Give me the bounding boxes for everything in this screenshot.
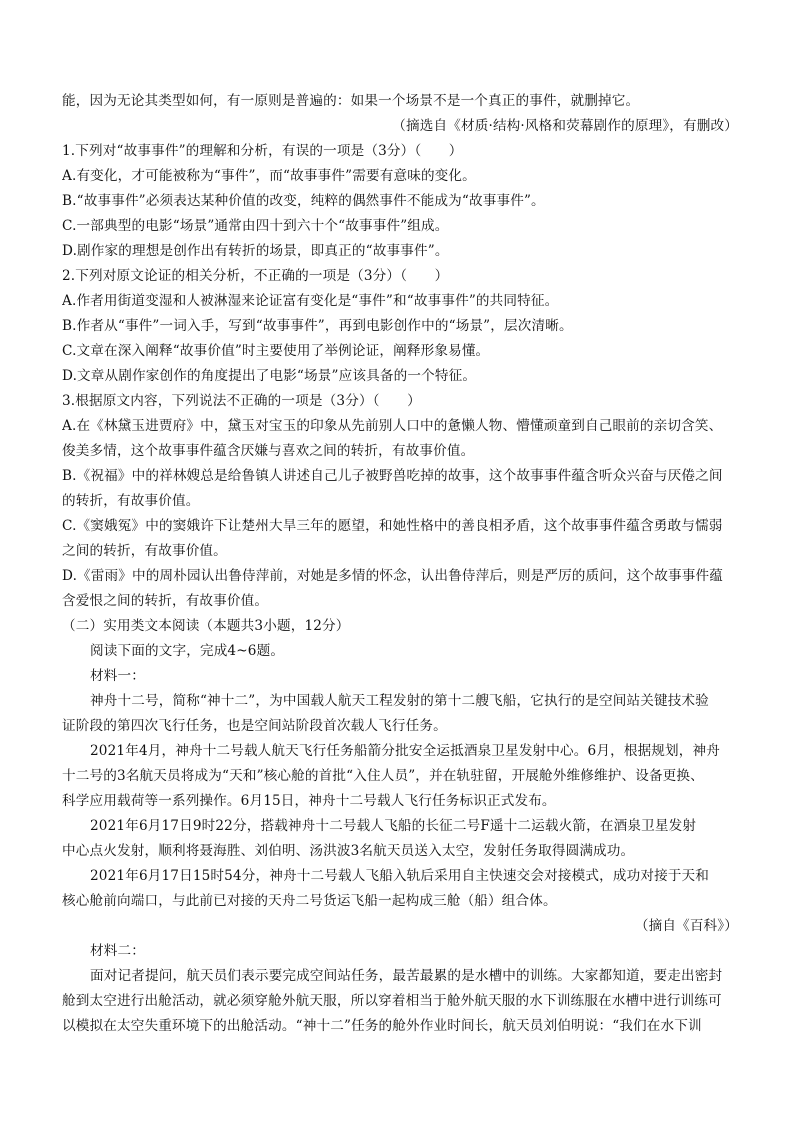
reading-instruction: 阅读下面的文字，完成4~6题。 (90, 643, 285, 659)
material-1-paragraph-1-cont: 证阶段的第四次飞行任务，也是空间站阶段首次载人飞行任务。 (62, 718, 447, 734)
question-3-option-a-cont: 俊美多情，这个故事事件蕴含厌嫌与喜欢之间的转折，有故事价值。 (62, 443, 475, 459)
question-3-stem: 3.根据原文内容，下列说法不正确的一项是（3分）（ ） (62, 393, 421, 409)
material-1-paragraph-3-cont: 中心点火发射，顺利将聂海胜、刘伯明、汤洪波3名航天员送入太空，发射任务取得圆满成功。 (62, 843, 635, 859)
section-heading: （二）实用类文本阅读（本题共3小题，12分） (62, 618, 350, 634)
question-2-option-b: B.作者从“事件”一词入手，写到“故事事件”，再到电影创作中的“场景”，层次清晰。 (62, 318, 573, 334)
material-1-paragraph-4: 2021年6月17日15时54分，神舟十二号载人飞船入轨后采用自主快速交会对接模式，成功对接于天和 (90, 868, 710, 884)
question-3-option-b-cont: 的转折，有故事价值。 (62, 493, 200, 509)
question-1-option-a: A.有变化，才可能被称为“事件”，而“故事事件”需要有意味的变化。 (62, 168, 476, 184)
question-2-option-c: C.文章在深入阐释“故事价值”时主要使用了举例论证，阐释形象易懂。 (62, 343, 490, 359)
question-1-option-c: C.一部典型的电影“场景”通常由四十到六十个“故事事件”组成。 (62, 218, 449, 234)
question-2-option-d: D.文章从剧作家创作的角度提出了电影“场景”应该具备的一个特征。 (62, 368, 477, 384)
material-1-heading: 材料一： (90, 668, 145, 684)
material-1-paragraph-4-cont: 核心舱前向端口，与此前已对接的天舟二号货运飞船一起构成三舱（船）组合体。 (62, 893, 557, 909)
question-1-option-d: D.剧作家的理想是创作出有转折的场景，即真正的“故事事件”。 (62, 243, 449, 259)
question-3-option-c: C.《窦娥冤》中的窦娥许下让楚州大旱三年的愿望，和她性格中的善良相矛盾，这个故事事件蕴含勇敢与懦弱 (62, 518, 723, 534)
material-1-paragraph-2-cont: 科学应用载荷等一系列操作。6月15日，神舟十二号载人飞行任务标识正式发布。 (62, 793, 556, 809)
question-2-option-a: A.作者用街道变湿和人被淋湿来论证富有变化是“事件”和“故事事件”的共同特征。 (62, 293, 559, 309)
material-1-paragraph-2: 2021年4月，神舟十二号载人航天飞行任务船箭分批安全运抵酒泉卫星发射中心。6月，根据规划，神舟 (90, 743, 721, 759)
material-1-paragraph-2-cont: 十二号的3名航天员将成为“天和”核心舱的首批“入住人员”，并在轨驻留，开展舱外维修维护、设备更换、 (62, 768, 704, 784)
question-3-option-a: A.在《林黛玉进贾府》中，黛玉对宝玉的印象从先前别人口中的惫懒人物、懵懂顽童到自己眼前的亲切含笑、 (62, 418, 723, 434)
question-3-option-d: D.《雷雨》中的周朴园认出鲁侍萍前，对她是多情的怀念，认出鲁侍萍后，则是严厉的质问，这个故事事件蕴 (62, 568, 723, 584)
source-citation: （摘选自《材质·结构·风格和荧幕剧作的原理》，有删改） (392, 118, 738, 134)
question-1-stem: 1.下列对“故事事件”的理解和分析，有误的一项是（3分）（ ） (62, 143, 463, 159)
question-2-stem: 2.下列对原文论证的相关分析，不正确的一项是（3分）（ ） (62, 268, 449, 284)
material-2-heading: 材料二： (90, 943, 145, 959)
question-3-option-b: B.《祝福》中的祥林嫂总是给鲁镇人讲述自己儿子被野兽吃掉的故事，这个故事事件蕴含听众兴奋与厌倦之间 (62, 468, 723, 484)
material-1-source: （摘自《百科》） (634, 918, 738, 934)
material-1-paragraph-1: 神舟十二号，简称“神十二”，为中国载人航天工程发射的第十二艘飞船，它执行的是空间站关键技术验 (90, 693, 709, 709)
question-3-option-d-cont: 含爱恨之间的转折，有故事价值。 (62, 593, 269, 609)
passage-text-line: 能，因为无论其类型如何，有一原则是普遍的：如果一个场景不是一个真正的事件，就删掉它。 (62, 93, 640, 109)
material-2-paragraph-1-cont: 以模拟在太空失重环境下的出舱活动。“神十二”任务的舱外作业时间长，航天员刘伯明说：“我们在水下训 (62, 1018, 702, 1034)
question-1-option-b: B.“故事事件”必须表达某种价值的改变，纯粹的偶然事件不能成为“故事事件”。 (62, 193, 545, 209)
material-2-paragraph-1: 面对记者提问，航天员们表示要完成空间站任务，最苦最累的是水槽中的训练。大家都知道，要走出密封 (90, 968, 723, 984)
material-1-paragraph-3: 2021年6月17日9时22分，搭载神舟十二号载人飞船的长征二号F遥十二运载火箭，在酒泉卫星发射 (90, 818, 697, 834)
material-2-paragraph-1-cont: 舱到太空进行出舱活动，就必须穿舱外航天服，所以穿着相当于舱外航天服的水下训练服在水槽中进行训练可 (62, 993, 722, 1009)
question-3-option-c-cont: 之间的转折，有故事价值。 (62, 543, 227, 559)
